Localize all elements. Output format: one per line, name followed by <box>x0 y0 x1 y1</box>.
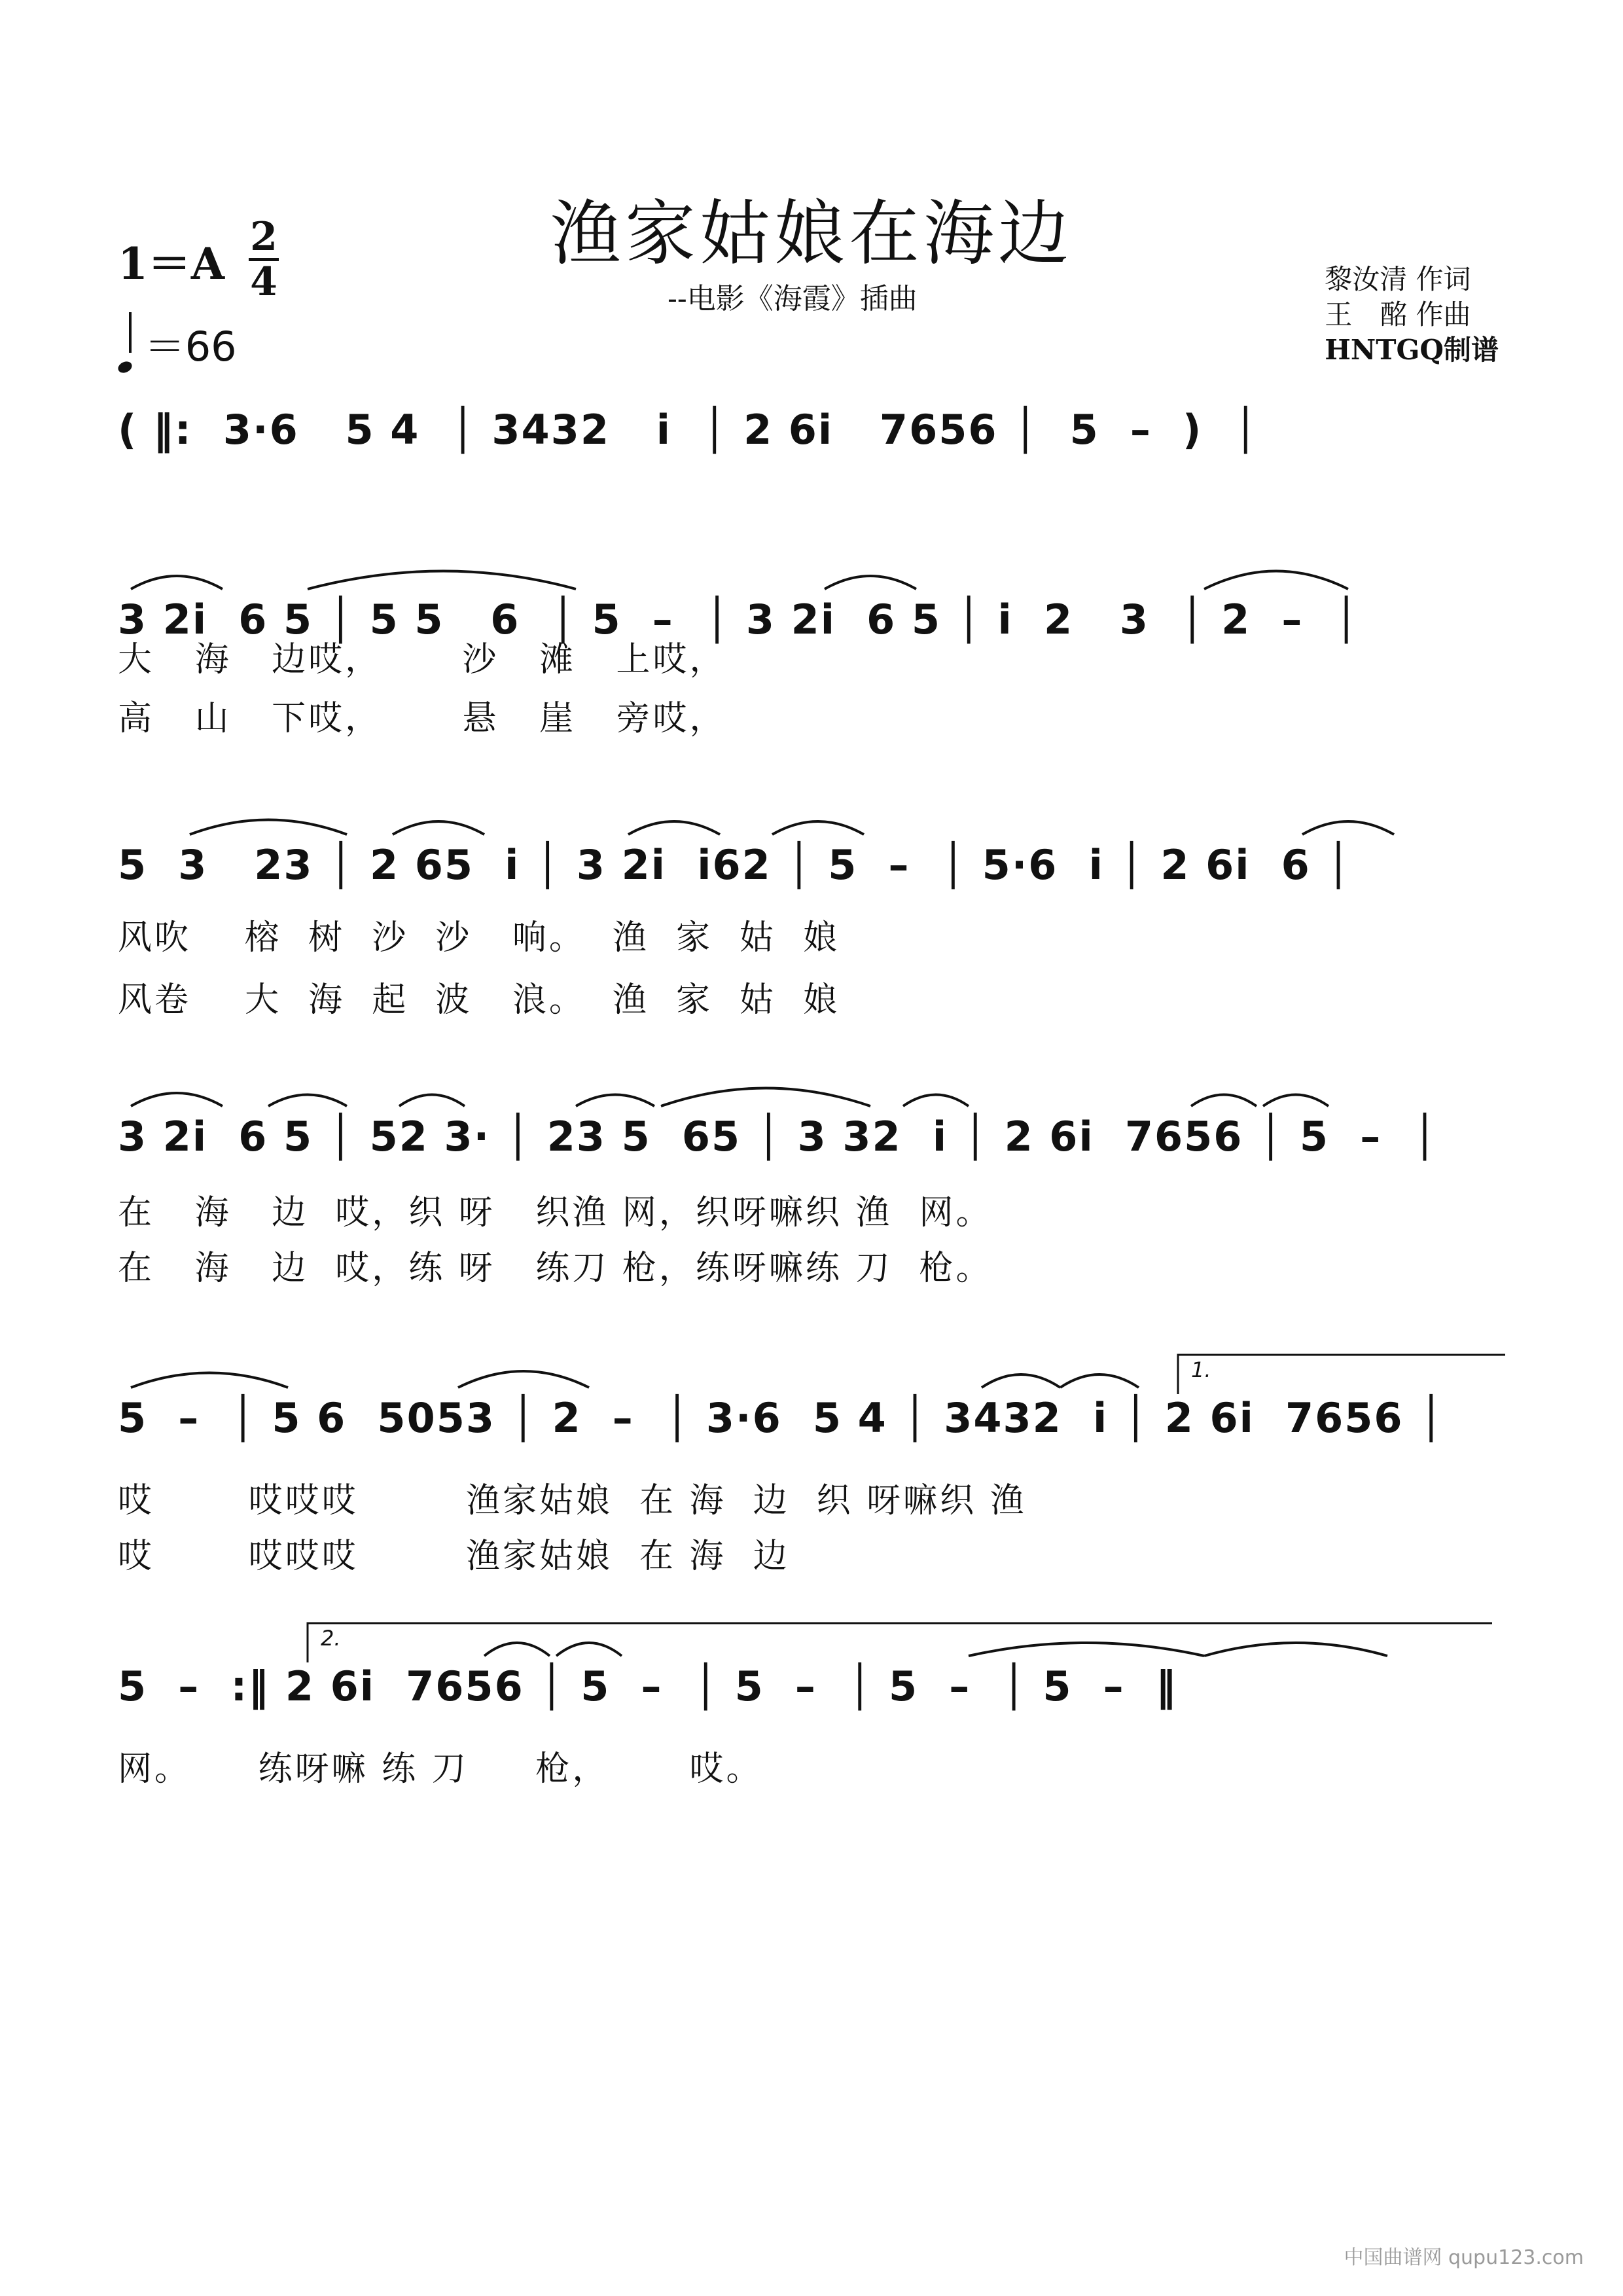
score-system-5 <box>118 1348 1505 1440</box>
key-signature: 1＝A <box>118 238 225 289</box>
score-system-4 <box>118 1073 1505 1165</box>
notation-line: 3 2i 6 5 │ 52 3· │ 23 5 65 │ 3 32 i │ 2 6i 7656 │ 5 – │ <box>118 1113 1438 1160</box>
tempo-marking <box>118 314 237 372</box>
lyric-line-2: 高 山 下哎， 悬 崖 旁哎， <box>118 699 726 738</box>
volta-1-label: 1. <box>1191 1357 1211 1382</box>
note-stem-icon <box>129 312 132 353</box>
lyric-line-2: 在 海 边 哎，练 呀 练刀 枪，练呀嘛练 刀 枪。 <box>118 1249 993 1288</box>
credits <box>1325 262 1499 368</box>
slur-marks <box>118 556 1505 596</box>
lyric-line-1: 大 海 边哎， 沙 滩 上哎， <box>118 640 726 679</box>
lyricist-credit: 黎汝清 作词 <box>1325 263 1471 295</box>
tempo-value: ＝66 <box>144 323 237 370</box>
quarter-note-icon <box>116 359 134 375</box>
lyric-line-1: 在 海 边 哎，织 呀 织渔 网，织呀嘛织 渔 网。 <box>118 1193 993 1232</box>
song-subtitle: --电影《海霞》插曲 <box>668 282 918 315</box>
site-watermark: 中国曲谱网 qupu123.com <box>1344 2246 1584 2269</box>
time-denominator: 4 <box>250 259 277 305</box>
notation-line: 5 – │ 5 6 5053 │ 2 – │ 3·6 5 4 │ 3432 i │ 2 6i 7656 │ <box>118 1394 1445 1442</box>
lyric-line-1: 风吹 榕 树 沙 沙 响。 渔 家 姑 娘 <box>118 918 840 958</box>
notation-line: 5 – :‖ 2 6i 7656 │ 5 – │ 5 – │ 5 – │ 5 – ‖ <box>118 1662 1177 1710</box>
score-system-1 <box>118 406 1505 497</box>
score-system-3 <box>118 802 1505 893</box>
slur-marks <box>118 1073 1505 1113</box>
lyric-line-2: 风卷 大 海 起 波 浪。 渔 家 姑 娘 <box>118 980 840 1020</box>
time-signature <box>249 216 279 303</box>
lyric-line-1: 网。 练呀嘛 练 刀 枪， 哎。 <box>118 1749 763 1789</box>
lyric-line-2: 哎 哎哎哎 渔家姑娘 在 海 边 <box>118 1537 790 1576</box>
time-numerator: 2 <box>250 214 277 260</box>
notation-line: ( ‖: 3·6 5 4 │ 3432 i │ 2 6i 7656 │ 5 – ) │ <box>118 406 1259 454</box>
slur-and-volta-marks <box>118 1348 1505 1394</box>
volta-2-label: 2. <box>321 1626 341 1651</box>
lyric-line-1: 哎 哎哎哎 渔家姑娘 在 海 边 织 呀嘛织 渔 <box>118 1481 1027 1520</box>
slur-marks <box>118 802 1505 841</box>
composer-credit: 王 酩 作曲 <box>1325 298 1471 331</box>
notation-line: 5 3 23 │ 2 65 i │ 3 2i i62 │ 5 – │ 5·6 i │ 2 6i 6 │ <box>118 841 1352 889</box>
song-title: 渔家姑娘在海边 <box>550 193 1073 275</box>
notation-line: 3 2i 6 5 │ 5 5 6 │ 5 – │ 3 2i 6 5 │ i 2 3 │ 2 – │ <box>118 596 1360 643</box>
maker-credit: HNTGQ制谱 <box>1325 334 1499 366</box>
score-system-6 <box>118 1617 1505 1708</box>
